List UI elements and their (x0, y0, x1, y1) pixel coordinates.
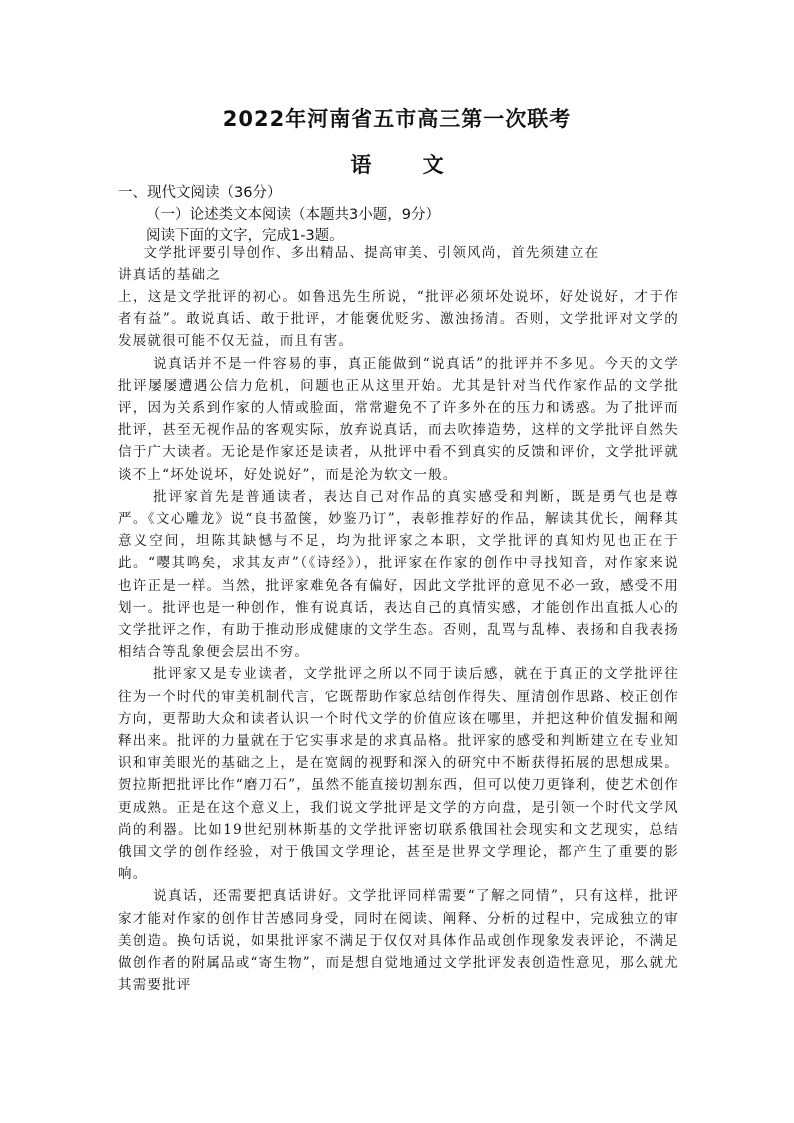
subject-title: 语 文 (350, 153, 466, 177)
paragraph-5: 说真话，还需要把真话讲好。文学批评同样需要“了解之同情”，只有这样，批评家才能对作家的创作甘苦感同身受，同时在阅读、阐释、分析的过程中，完成独立的审美创造。换句话说，如果批评家不满足于仅仅对具体作品或创作现象发表评论，不满足做创作者的附属品或“寄生物”，而是想自觉地通过文学批评发表创造性意见，那么就尤其需要批评 (118, 888, 679, 994)
article-body (118, 286, 679, 997)
lead-line-1: 文学批评要引导创作、多出精品、提高审美、引领风尚，首先须建立在 (143, 245, 600, 261)
paragraph-1: 上，这是文学批评的初心。如鲁迅先生所说，“批评必须坏处说坏，好处说好，才于作者有益”。敢说真话、敢于批评，才能褒优贬劣、激浊扬清。否则，文学批评对文学的发展就很可能不仅无益，而且有害。 (118, 289, 679, 350)
lead-line-2: 讲真话的基础之 (118, 267, 221, 283)
paragraph-4: 批评家又是专业读者，文学批评之所以不同于读后感，就在于真正的文学批评往往为一个时代的审美机制代言，它既帮助作家总结创作得失、厘清创作思路、校正创作方向，更帮助大众和读者认识一个时代文学的价值应该在哪里，并把这种价值发掘和阐释出来。批评的力量就在于它实事求是的求真品格。批评家的感受和判断建立在专业知识和审美眼光的基础之上，是在宽阔的视野和深入的研究中不断获得拓展的思想成果。贺拉斯把批评比作“磨刀石”，虽然不能直接切割东西，但可以使刀更锋利，使艺术创作更成熟。正是在这个意义上，我们说文学批评是文学的方向盘，是引领一个时代文学风尚的利器。比如19世纪别林斯基的文学批评密切联系俄国社会现实和文艺现实，总结俄国文学的创作经验，对于俄国文学理论，甚至是世界文学理论，都产生了重要的影响。 (118, 666, 679, 883)
paragraph-3: 批评家首先是普通读者，表达自己对作品的真实感受和判断，既是勇气也是尊严。《文心雕龙》说“良书盈箧，妙鉴乃订”，表彰推荐好的作品，解读其优长，阐释其意义空间，坦陈其缺憾与不足，均为批评家之本职，文学批评的真知灼见也正在于此。“嘤其鸣矣，求其友声”（《诗经》），批评家在作家的创作中寻找知音，对作家来说也许正是一样。当然，批评家难免各有偏好，因此文学批评的意见不必一致，感受不用划一。批评也是一种创作，惟有说真话，表达自己的真情实感，才能创作出直抵人心的文学批评之作，有助于推动形成健康的文学生态。否则，乱骂与乱棒、表扬和自我表扬相结合等乱象便会层出不穷。 (118, 488, 679, 661)
article-lead (118, 242, 679, 286)
exam-title: 2022年河南省五市高三第一次联考 (222, 107, 572, 131)
reading-instruction: 阅读下面的文字，完成1-3题。 (146, 228, 344, 244)
section-heading: 一、现代文阅读（36分） (118, 185, 282, 201)
section-subheading: （一）论述类文本阅读（本题共3小题，9分） (146, 207, 440, 223)
paragraph-2: 说真话并不是一件容易的事，真正能做到“说真话”的批评并不多见。今天的文学批评屡屡遭遇公信力危机，问题也正从这里开始。尤其是针对当代作家作品的文学批评，因为关系到作家的人情或脸面，常常避免不了许多外在的压力和诱惑。为了批评而批评，甚至无视作品的客观实际，放弃说真话，而去吹捧造势，这样的文学批评自然失信于广大读者。无论是作家还是读者，从批评中看不到真实的反馈和评价，文学批评就谈不上“坏处说坏，好处说好”，而是沦为软文一般。 (118, 355, 679, 483)
